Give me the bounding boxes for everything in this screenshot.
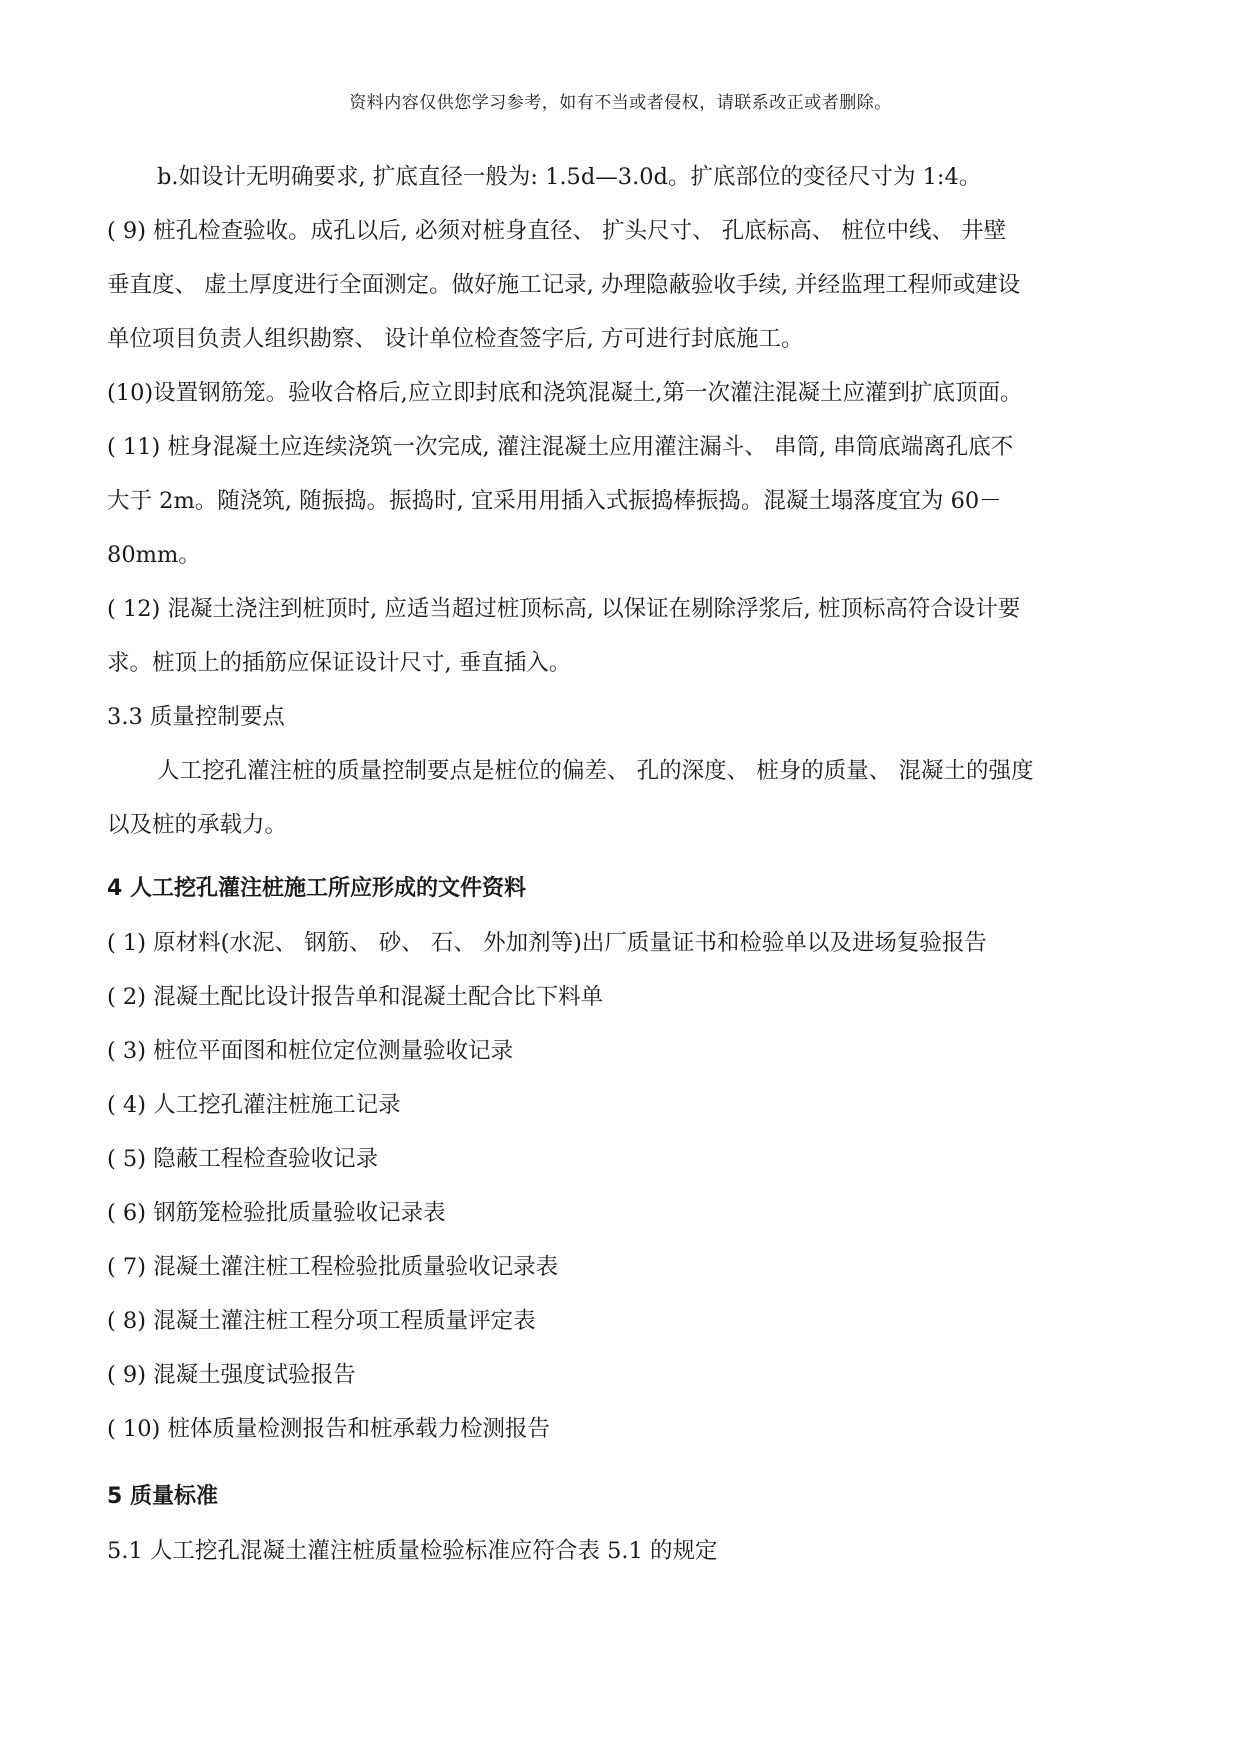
section-4-heading: 4 人工挖孔灌注桩施工所应形成的文件资料 [107, 876, 526, 901]
list-item: ( 2) 混凝土配比设计报告单和混凝土配合比下料单 [107, 984, 604, 1010]
section-5-heading: 5 质量标准 [107, 1484, 218, 1509]
list-item: ( 6) 钢筋笼检验批质量验收记录表 [107, 1200, 446, 1226]
list-item: ( 1) 原材料(水泥、 钢筋、 砂、 石、 外加剂等)出厂质量证书和检验单以及进场复验报告 [107, 930, 987, 956]
paragraph-line: 求。桩顶上的插筋应保证设计尺寸, 垂直插入。 [107, 650, 572, 676]
subsection-title: 3.3 质量控制要点 [107, 704, 285, 730]
list-item: ( 5) 隐蔽工程检查验收记录 [107, 1146, 379, 1172]
list-item: ( 3) 桩位平面图和桩位定位测量验收记录 [107, 1038, 514, 1064]
paragraph-line: 大于 2m。随浇筑, 随振捣。振捣时, 宜采用用插入式振捣棒振捣。混凝土塌落度宜为 60－ [107, 488, 1002, 514]
paragraph-line: 人工挖孔灌注桩的质量控制要点是桩位的偏差、 孔的深度、 桩身的质量、 混凝土的强度 [157, 758, 1034, 784]
list-item: ( 10) 桩体质量检测报告和桩承载力检测报告 [107, 1416, 550, 1442]
list-item: ( 8) 混凝土灌注桩工程分项工程质量评定表 [107, 1308, 536, 1334]
paragraph-line: 80mm。 [107, 542, 201, 568]
paragraph-line: 单位项目负责人组织勘察、 设计单位检查签字后, 方可进行封底施工。 [107, 326, 804, 352]
paragraph-line: b.如设计无明确要求, 扩底直径一般为: 1.5d—3.0d。扩底部位的变径尺寸为 1:4。 [157, 164, 982, 190]
paragraph-line: ( 9) 桩孔检查验收。成孔以后, 必须对桩身直径、 扩头尺寸、 孔底标高、 桩位中线、 井壁 [107, 218, 1007, 244]
paragraph-line: ( 11) 桩身混凝土应连续浇筑一次完成, 灌注混凝土应用灌注漏斗、 串筒, 串筒底端离孔底不 [107, 434, 1014, 460]
list-item: ( 9) 混凝土强度试验报告 [107, 1362, 356, 1388]
paragraph-line: (10)设置钢筋笼。验收合格后,应立即封底和浇筑混凝土,第一次灌注混凝土应灌到扩底顶面。 [107, 380, 1023, 406]
paragraph-line: 垂直度、 虚土厚度进行全面测定。做好施工记录, 办理隐蔽验收手续, 并经监理工程师或建设 [107, 272, 1021, 298]
document-body [107, 150, 1147, 1578]
paragraph-line: ( 12) 混凝土浇注到桩顶时, 应适当超过桩顶标高, 以保证在剔除浮浆后, 桩顶标高符合设计要 [107, 596, 1021, 622]
paragraph-line: 5.1 人工挖孔混凝土灌注桩质量检验标准应符合表 5.1 的规定 [107, 1538, 718, 1564]
disclaimer-note: 资料内容仅供您学习参考，如有不当或者侵权，请联系改正或者删除。 [349, 93, 892, 113]
list-item: ( 4) 人工挖孔灌注桩施工记录 [107, 1092, 401, 1118]
paragraph-line: 以及桩的承载力。 [107, 812, 288, 838]
list-item: ( 7) 混凝土灌注桩工程检验批质量验收记录表 [107, 1254, 559, 1280]
